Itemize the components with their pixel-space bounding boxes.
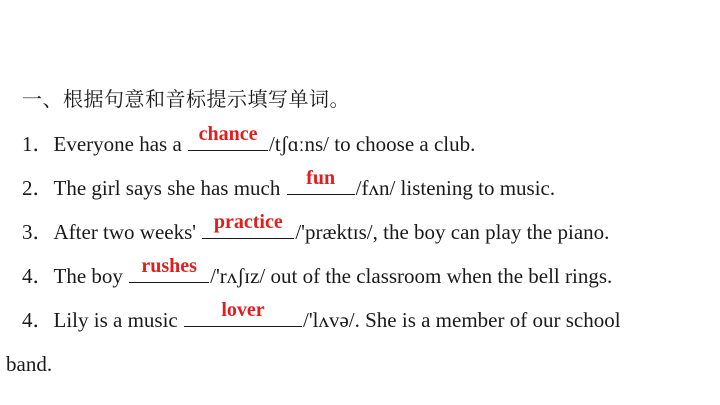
answer-blank[interactable] bbox=[188, 123, 268, 151]
item-text-before: The boy bbox=[53, 264, 129, 288]
answer-blank[interactable] bbox=[287, 167, 355, 195]
item-text-after: /tʃɑːns/ to choose a club. bbox=[269, 132, 476, 156]
exercise-item-1 bbox=[22, 123, 476, 158]
item-5-continuation: band. bbox=[6, 352, 53, 376]
exercise-item-5 bbox=[22, 299, 621, 334]
item-text-after: /'rʌʃɪz/ out of the classroom when the bell rings. bbox=[210, 264, 613, 288]
answer-blank[interactable] bbox=[184, 299, 302, 327]
exercise-item-2 bbox=[22, 167, 556, 202]
item-number: 3． bbox=[22, 220, 54, 244]
item-number: 4． bbox=[22, 308, 54, 332]
exercise-heading: 一、根据句意和音标提示填写单词。 bbox=[22, 89, 350, 111]
item-text-before: Everyone has a bbox=[53, 132, 188, 156]
answer-word: fun bbox=[306, 167, 336, 189]
item-number: 4． bbox=[22, 264, 54, 288]
answer-word: rushes bbox=[141, 255, 197, 277]
answer-blank[interactable] bbox=[129, 255, 209, 283]
answer-word: chance bbox=[198, 123, 258, 145]
exercise-item-4 bbox=[22, 255, 613, 290]
item-text-after: /'præktɪs/, the boy can play the piano. bbox=[295, 220, 610, 244]
item-text-before: The girl says she has much bbox=[53, 176, 286, 200]
item-text-before: After two weeks' bbox=[53, 220, 202, 244]
answer-word: practice bbox=[213, 211, 283, 233]
exercise-item-3 bbox=[22, 211, 610, 246]
item-text-before: Lily is a music bbox=[53, 308, 183, 332]
item-number: 2． bbox=[22, 176, 54, 200]
answer-blank[interactable] bbox=[202, 211, 294, 239]
answer-word: lover bbox=[221, 299, 265, 321]
item-text-after: /'lʌvə/. She is a member of our school bbox=[303, 308, 621, 332]
item-number: 1． bbox=[22, 132, 54, 156]
item-text-after: /fʌn/ listening to music. bbox=[355, 176, 556, 200]
